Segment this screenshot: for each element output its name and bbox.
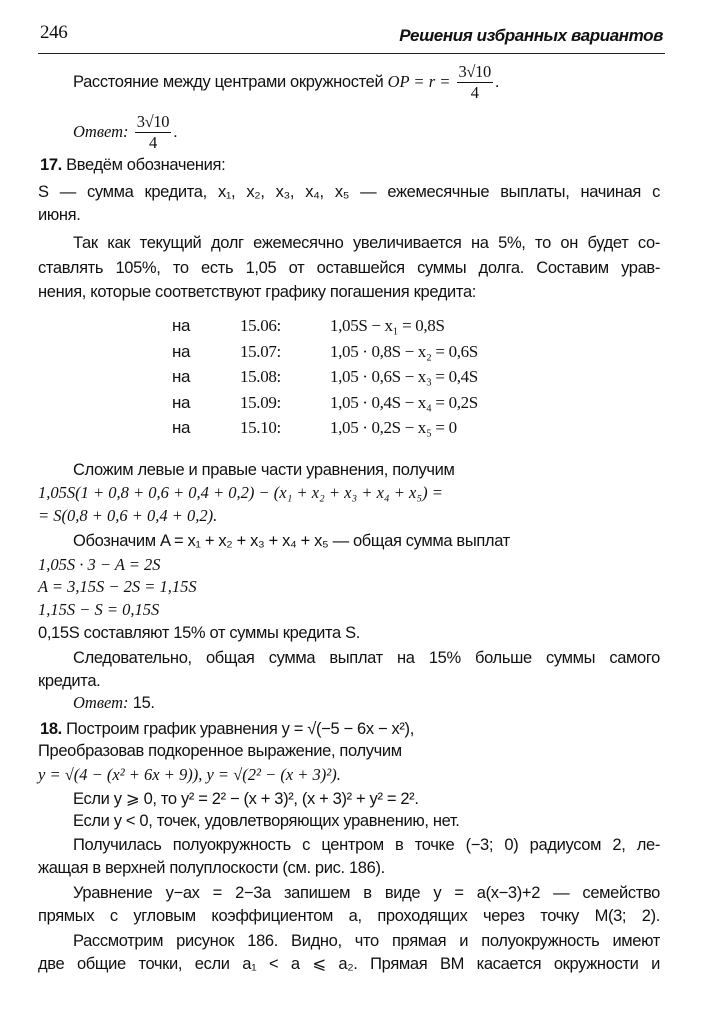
table-row <box>172 367 478 393</box>
payment-schedule-table <box>172 316 478 444</box>
cell-equation: 1,05 · 0,4S − x₄ = 0,2S <box>330 392 478 412</box>
problem-intro: Построим график уравнения y = √(−5 − 6x − x²), <box>66 720 414 738</box>
fraction-numerator: 3√10 <box>458 62 491 81</box>
text-line: Обозначим A = x₁ + x₂ + x₃ + x₄ + x₅ — общая сумма выплат <box>73 532 510 550</box>
problem-17-heading <box>40 154 662 176</box>
text-line: Преобразовав подкоренное выражение, получим <box>38 742 402 760</box>
text-line: Рассмотрим рисунок 186. Видно, что прямая и полуокружность имеют <box>73 932 660 950</box>
text-line: Сложим левые и правые части уравнения, получим <box>73 461 455 479</box>
fraction-denominator: 4 <box>470 83 479 102</box>
cell-prep: на <box>172 316 191 335</box>
problem-intro: Введём обозначения: <box>66 156 226 174</box>
text-line: жащая в верхней полуплоскости (см. рис. 186). <box>38 859 385 877</box>
cell-prep: на <box>172 418 191 437</box>
text-line: нения, которые соответствуют графику погашения кредита: <box>38 283 477 301</box>
text-line: кредита. <box>38 672 101 690</box>
cell-date: 15.06: <box>240 316 281 335</box>
cell-equation: 1,05 · 0,8S − x₂ = 0,6S <box>330 341 478 361</box>
text-line: S — сумма кредита, x₁, x₂, x₃, x₄, x₅ — ежемесячные выплаты, начиная с <box>38 183 660 201</box>
distance-text: Расстояние между центрами окружностей <box>73 72 388 91</box>
math-line: 1,05S(1 + 0,8 + 0,6 + 0,4 + 0,2) − (x₁ + x₂ + x₃ + x₄ + x₅) = <box>38 483 443 502</box>
math-line: y = √(4 − (x² + 6x + 9)), y = √(2² − (x + 3)²). <box>38 765 341 784</box>
text-line: ставлять 105%, то есть 1,05 от оставшейся суммы долга. Составим урав- <box>38 259 660 277</box>
text-line: 0,15S составляют 15% от суммы кредита S. <box>38 624 361 642</box>
text-line: Если y ⩾ 0, то y² = 2² − (x + 3)², (x + 3)² + y² = 2². <box>73 790 419 808</box>
answer-label: Ответ: <box>73 693 129 712</box>
table-row <box>172 393 478 419</box>
math-line: = S(0,8 + 0,6 + 0,4 + 0,2). <box>38 506 218 525</box>
cell-date: 15.07: <box>240 341 281 361</box>
answer-17 <box>73 692 660 714</box>
period: . <box>494 72 500 91</box>
header-rule <box>38 53 665 54</box>
problem-number: 17. <box>40 156 62 174</box>
period: . <box>173 122 178 141</box>
cell-date: 15.10: <box>240 418 281 437</box>
distance-line <box>73 62 660 103</box>
cell-equation: 1,05S − x₁ = 0,8S <box>330 316 445 335</box>
text-line: июня. <box>38 206 81 224</box>
cell-equation: 1,05 · 0,2S − x₅ = 0 <box>330 418 457 437</box>
answer-16 <box>73 112 660 153</box>
answer-label: Ответ: <box>73 121 129 141</box>
table-row <box>172 342 478 368</box>
math-line: 1,05S · 3 − A = 2S <box>38 555 161 574</box>
text-line: Если y < 0, точек, удовлетворяющих уравнению, нет. <box>73 812 460 830</box>
fraction-denominator: 4 <box>149 133 157 152</box>
distance-fraction <box>457 62 493 103</box>
answer-value: 15. <box>132 694 155 712</box>
text-line: две общие точки, если a₁ < a ⩽ a₂. Прямая BM касается окружности и <box>38 955 660 973</box>
text-line: прямых с угловым коэффициентом a, проходящих через точку M(3; 2). <box>38 907 660 925</box>
problem-18-heading <box>40 718 662 740</box>
cell-prep: на <box>172 392 191 412</box>
text-line: Уравнение y−ax = 2−3a запишем в виде y = a(x−3)+2 — семейство <box>73 884 660 902</box>
running-title: Решения избранных вариантов <box>399 26 663 45</box>
fraction-numerator: 3√10 <box>136 112 170 131</box>
cell-prep: на <box>172 341 191 361</box>
answer-fraction <box>135 112 171 153</box>
text-line: Получилась полуокружность с центром в точке (−3; 0) радиусом 2, ле- <box>73 836 660 854</box>
cell-date: 15.09: <box>240 392 281 412</box>
cell-equation: 1,05 · 0,6S − x₃ = 0,4S <box>330 367 478 386</box>
cell-prep: на <box>172 367 191 386</box>
text-line: Так как текущий долг ежемесячно увеличивается на 5%, то он будет со- <box>73 234 660 252</box>
table-row <box>172 316 478 342</box>
math-line: A = 3,15S − 2S = 1,15S <box>38 577 197 596</box>
text-line: Следовательно, общая сумма выплат на 15% больше суммы самого <box>73 649 660 667</box>
math-line: 1,15S − S = 0,15S <box>38 600 160 619</box>
page-number: 246 <box>40 22 68 43</box>
cell-date: 15.08: <box>240 367 281 386</box>
distance-math: OP = r = <box>387 71 455 91</box>
table-row <box>172 418 478 444</box>
problem-number: 18. <box>40 720 62 738</box>
